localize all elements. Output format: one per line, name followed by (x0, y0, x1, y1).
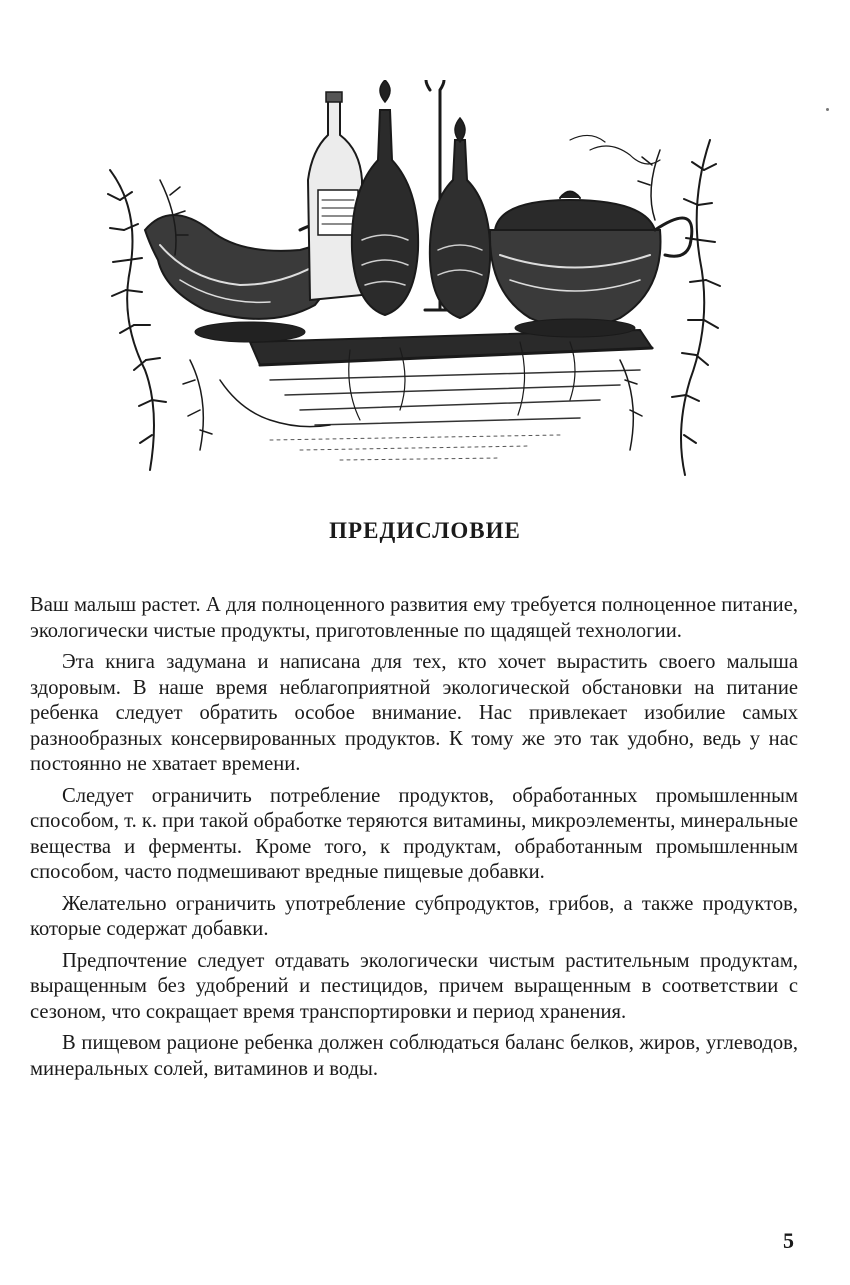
tableware-engraving-illustration (100, 80, 730, 480)
paragraph-4: Желательно ограничить употребление субпродуктов, грибов, а также продуктов, которые содержат добавки. (30, 892, 798, 940)
paragraph-3: Следует ограничить потребление продуктов, обработанных промышленным способом, т. к. при такой обработке теряются витамины, микроэлементы, минеральные вещества и ферменты. Кроме того, к продуктам, обработанным промышленным способом, часто подмешивают вредные пищевые добавки. (30, 784, 798, 883)
paragraph-6: В пищевом рационе ребенка должен соблюдаться баланс белков, жиров, углеводов, минеральных солей, витаминов и воды. (30, 1032, 798, 1080)
body-text (30, 593, 798, 1088)
page-title: ПРЕДИСЛОВИЕ (329, 518, 521, 543)
paragraph-5: Предпочтение следует отдавать экологически чистым растительным продуктам, выращенным без удобрений и пестицидов, причем выращенным в соответствии с сезоном, что сокращает время транспортировки и период хранения. (30, 949, 798, 1023)
page-number: 5 (783, 1228, 794, 1253)
paragraph-2: Эта книга задумана и написана для тех, кто хочет вырастить своего малыша здоровым. В наше время неблагоприятной экологической обстановки на питание ребенка следует обратить особое внимание. Нас привлекает изобилие самых разнообразных консервированных продуктов. К тому же это так удобно, ведь у нас постоянно не хватает времени. (30, 651, 798, 775)
paragraph-1: Ваш малыш растет. А для полноценного развития ему требуется полноценное питание, экологически чистые продукты, приготовленные по щадящей технологии. (30, 594, 798, 642)
speck (826, 108, 829, 111)
